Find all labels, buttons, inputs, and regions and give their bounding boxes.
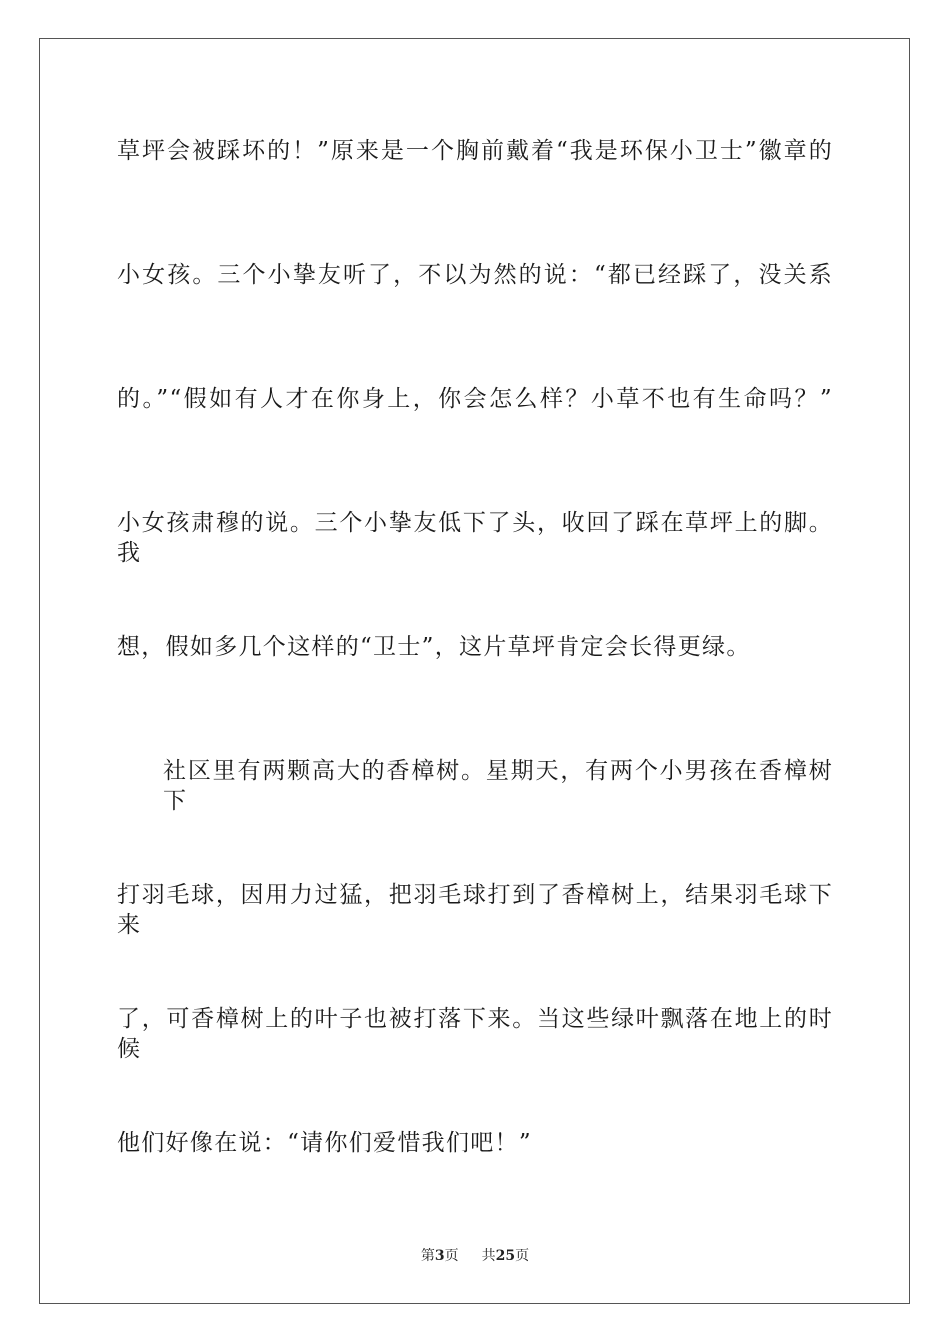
text-line-1: 草坪会被踩坏的！”原来是一个胸前戴着“我是环保小卫士”徽章的 [117, 138, 833, 164]
page-footer [0, 1247, 950, 1265]
total-pages-label: 共25页 [481, 1248, 530, 1264]
text-line-7: 打羽毛球，因用力过猛，把羽毛球打到了香樟树上，结果羽毛球下来 [117, 882, 833, 938]
text-line-9: 他们好像在说：“请你们爱惜我们吧！” [117, 1130, 532, 1156]
text-line-3: 的。”“假如有人才在你身上，你会怎么样？小草不也有生命吗？” [117, 386, 833, 412]
page-number-label: 第3页 [420, 1248, 459, 1264]
total-pages: 25 [495, 1248, 516, 1264]
text-line-6: 社区里有两颗高大的香樟树。星期天，有两个小男孩在香樟树下 [163, 758, 833, 814]
text-line-4: 小女孩肃穆的说。三个小挚友低下了头，收回了踩在草坪上的脚。我 [117, 510, 833, 566]
page-border [39, 38, 910, 1304]
text-line-2: 小女孩。三个小挚友听了，不以为然的说：“都已经踩了，没关系 [117, 262, 833, 288]
text-line-5: 想，假如多几个这样的“卫士”，这片草坪肯定会长得更绿。 [117, 634, 751, 660]
text-line-8: 了，可香樟树上的叶子也被打落下来。当这些绿叶飘落在地上的时候 [117, 1006, 833, 1062]
page-number: 3 [434, 1248, 445, 1264]
